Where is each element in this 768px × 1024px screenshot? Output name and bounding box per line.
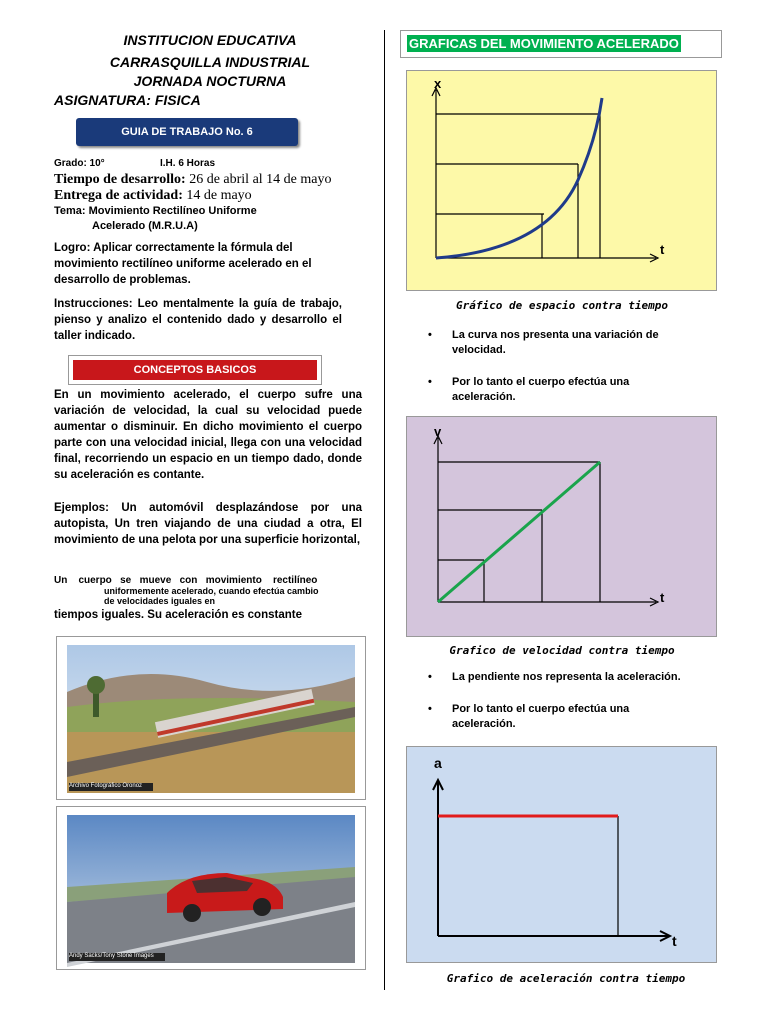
- definicion-line3: de velocidades iguales en: [104, 596, 216, 606]
- bullet-item: [428, 670, 718, 685]
- logro-paragraph: Logro: Aplicar correctamente la fórmula del movimiento rectilíneo uniforme acelerado en el desarrollo de problemas.: [54, 242, 312, 286]
- graph3-caption: Grafico de aceleración contra tiempo: [446, 972, 686, 985]
- conceptos-banner-label: CONCEPTOS BASICOS: [73, 360, 317, 380]
- bullet-dot: •: [428, 376, 432, 388]
- concepto-paragraph: En un movimiento acelerado, el cuerpo sufre una variación de velocidad, la cual su velocidad puede aumentar o disminuir. En dicho movimiento el cuerpo parte con una velocidad inicial, llega con una velocidad final, recorriendo un espacio en un tiempo dado, donde su aceleración es contante.: [54, 389, 362, 481]
- conceptos-banner: [68, 355, 322, 385]
- school-name-line1: INSTITUCION EDUCATIVA: [123, 32, 297, 48]
- right-title-box: [400, 30, 722, 58]
- ejemplos-paragraph: Ejemplos: Un automóvil desplazándose por una autopista, Un tren viajando de una ciudad a otra, El movimiento de una pelota por una superficie horizontal,: [54, 502, 362, 546]
- school-name-line3: JORNADA NOCTURNA: [133, 73, 287, 89]
- tema-line2: Acelerado (M.R.U.A): [92, 220, 198, 232]
- bullet-text: La curva nos presenta una variación de velocidad.: [452, 329, 659, 356]
- right-title: GRAFICAS DEL MOVIMIENTO ACELERADO: [409, 36, 679, 51]
- bullet-item: [428, 375, 688, 405]
- train-photo: [56, 636, 366, 800]
- car-illustration: [57, 807, 365, 969]
- subject-line: ASIGNATURA: FISICA: [54, 92, 201, 108]
- tiempo-value: 26 de abril al 14 de mayo: [189, 172, 332, 187]
- graph2-ylabel: v: [434, 424, 442, 439]
- entrega-value: 14 de mayo: [186, 188, 252, 203]
- photo2-credit: Andy Sacks/Tony Stone Images: [69, 953, 154, 959]
- photo1-credit: Archivo Fotográfico Oronoz: [69, 783, 143, 789]
- graph3-ylabel: a: [434, 755, 442, 771]
- train-illustration: [57, 637, 365, 799]
- grado-label: Grado: 10°: [54, 158, 105, 169]
- definicion-line1: Un cuerpo se mueve con movimiento rectilíneo: [54, 575, 318, 586]
- graph3-xlabel: t: [672, 933, 677, 949]
- graph-aceleracion-tiempo: [406, 746, 718, 969]
- bullet-dot: •: [428, 329, 432, 341]
- graph1-caption: Gráfico de espacio contra tiempo: [456, 299, 668, 312]
- graph1-ylabel: x: [434, 76, 442, 91]
- bullet-text: La pendiente nos representa la aceleración.: [452, 671, 681, 683]
- bullet-text: Por lo tanto el cuerpo efectúa una aceleración.: [452, 376, 630, 403]
- graph2-xlabel: t: [660, 590, 665, 605]
- bullet-dot: •: [428, 703, 432, 715]
- column-divider: [384, 30, 385, 990]
- tiempo-desarrollo: [54, 172, 332, 188]
- graph2-caption: Grafico de velocidad contra tiempo: [449, 644, 675, 657]
- bullet-list-2: [428, 670, 718, 732]
- school-name-line2: CARRASQUILLA INDUSTRIAL: [109, 54, 311, 70]
- graph-velocidad-tiempo: [406, 416, 718, 643]
- instrucciones-paragraph: Instrucciones: Leo mentalmente la guía de trabajo, pienso y analizo el contenido dado y desarrollo el taller indicado.: [54, 298, 342, 342]
- graph1-xlabel: t: [660, 242, 665, 257]
- bullet-text: Por lo tanto el cuerpo efectúa una aceleración.: [452, 703, 630, 730]
- guia-banner-label: GUIA DE TRABAJO No. 6: [121, 126, 253, 138]
- entrega-actividad: [54, 188, 252, 204]
- bullet-item: [428, 702, 672, 732]
- car-photo: [56, 806, 366, 970]
- definicion-line4: tiempos iguales. Su aceleración es constante: [54, 609, 302, 621]
- bullet-dot: •: [428, 671, 432, 683]
- definicion-line2: uniformemente acelerado, cuando efectúa cambio: [104, 586, 319, 596]
- bullet-list-1: [428, 328, 688, 405]
- graph-espacio-tiempo: [406, 70, 718, 297]
- tema-line1: Tema: Movimiento Rectilíneo Uniforme: [54, 205, 257, 217]
- entrega-label: Entrega de actividad:: [54, 188, 183, 203]
- guia-banner: [76, 118, 298, 146]
- bullet-item: [428, 328, 688, 358]
- ih-label: I.H. 6 Horas: [160, 158, 216, 169]
- tiempo-label: Tiempo de desarrollo:: [54, 172, 186, 187]
